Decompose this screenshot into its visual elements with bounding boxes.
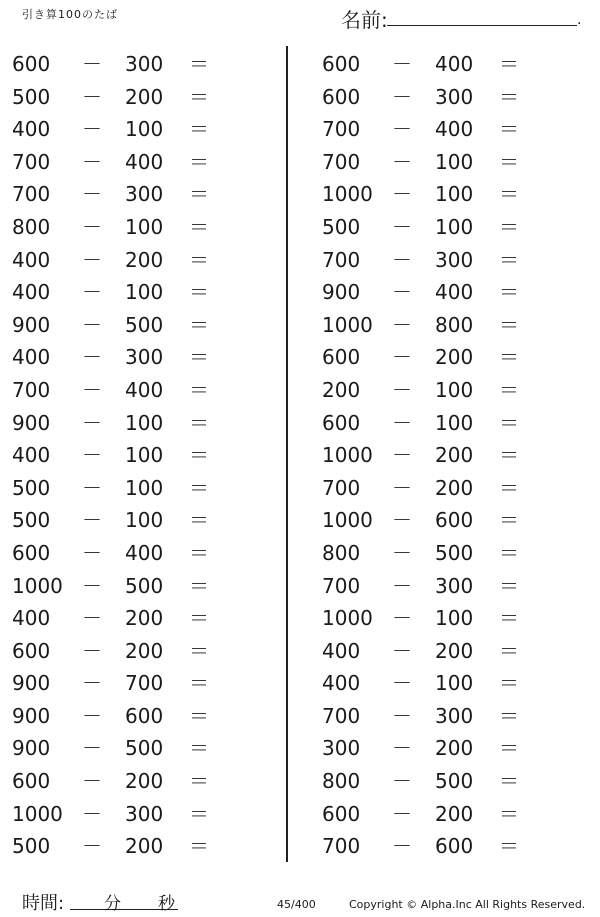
minus-sign: －: [392, 769, 412, 794]
subtrahend: 400: [435, 52, 474, 76]
equals-sign: ＝: [499, 508, 519, 533]
minuend: 500: [12, 84, 51, 109]
subtrahend: 100: [435, 671, 474, 696]
minuend: 800: [12, 214, 51, 239]
subtrahend: 100: [435, 377, 474, 402]
page-number: 45/400: [277, 898, 316, 911]
minuend: 700: [12, 149, 51, 174]
equals-sign: ＝: [189, 214, 209, 239]
equals-sign: ＝: [189, 247, 209, 272]
subtrahend: 200: [435, 736, 474, 761]
minuend: 600: [322, 52, 361, 76]
minus-sign: －: [392, 508, 412, 533]
seconds-label: 秒: [158, 894, 175, 914]
minuend: 1000: [322, 312, 373, 337]
minuend: 700: [322, 834, 361, 859]
equals-sign: ＝: [499, 671, 519, 696]
minutes-label: 分: [104, 894, 121, 914]
minus-sign: －: [82, 52, 102, 76]
minuend: 700: [322, 117, 361, 142]
minuend: 1000: [322, 606, 373, 631]
minus-sign: －: [392, 149, 412, 174]
subtrahend: 200: [435, 443, 474, 468]
subtrahend: 200: [435, 801, 474, 826]
equals-sign: ＝: [499, 182, 519, 207]
equals-sign: ＝: [189, 671, 209, 696]
subtrahend: 200: [435, 475, 474, 500]
subtrahend: 600: [125, 703, 164, 728]
minuend: 500: [12, 834, 51, 859]
minuend: 600: [322, 345, 361, 370]
minuend: 1000: [322, 508, 373, 533]
minus-sign: －: [392, 671, 412, 696]
minus-sign: －: [82, 410, 102, 435]
minuend: 700: [322, 247, 361, 272]
name-answer-line[interactable]: [387, 25, 577, 26]
minus-sign: －: [392, 638, 412, 663]
subtrahend: 100: [435, 410, 474, 435]
subtrahend: 400: [125, 149, 164, 174]
equals-sign: ＝: [189, 801, 209, 826]
minuend: 400: [322, 671, 361, 696]
minuend: 700: [12, 182, 51, 207]
minus-sign: －: [392, 117, 412, 142]
subtrahend: 100: [125, 214, 164, 239]
equals-sign: ＝: [189, 703, 209, 728]
minuend: 1000: [322, 443, 373, 468]
minus-sign: －: [82, 606, 102, 631]
minuend: 700: [12, 377, 51, 402]
minus-sign: －: [82, 117, 102, 142]
subtrahend: 100: [435, 214, 474, 239]
subtrahend: 200: [125, 84, 164, 109]
minuend: 900: [12, 312, 51, 337]
equals-sign: ＝: [499, 280, 519, 305]
minus-sign: －: [392, 52, 412, 76]
minuend: 400: [12, 247, 51, 272]
minus-sign: －: [392, 573, 412, 598]
subtrahend: 200: [125, 834, 164, 859]
minus-sign: －: [392, 801, 412, 826]
subtrahend: 500: [125, 736, 164, 761]
subtrahend: 100: [125, 117, 164, 142]
minus-sign: －: [392, 606, 412, 631]
minuend: 600: [322, 84, 361, 109]
equals-sign: ＝: [189, 638, 209, 663]
equals-sign: ＝: [189, 540, 209, 565]
minus-sign: －: [392, 443, 412, 468]
minus-sign: －: [82, 801, 102, 826]
equals-sign: ＝: [499, 540, 519, 565]
minus-sign: －: [82, 638, 102, 663]
subtrahend: 300: [435, 573, 474, 598]
minuend: 900: [12, 410, 51, 435]
equals-sign: ＝: [499, 834, 519, 859]
subtrahend: 600: [435, 508, 474, 533]
minus-sign: －: [392, 182, 412, 207]
equals-sign: ＝: [189, 312, 209, 337]
minus-sign: －: [392, 736, 412, 761]
subtrahend: 400: [435, 280, 474, 305]
subtrahend: 500: [125, 312, 164, 337]
minus-sign: －: [82, 280, 102, 305]
equals-sign: ＝: [499, 573, 519, 598]
subtrahend: 500: [435, 769, 474, 794]
minus-sign: －: [82, 214, 102, 239]
minuend: 400: [12, 280, 51, 305]
minus-sign: －: [392, 834, 412, 859]
subtrahend: 100: [435, 606, 474, 631]
subtrahend: 500: [435, 540, 474, 565]
subtrahend: 100: [125, 508, 164, 533]
minuend: 500: [12, 475, 51, 500]
minus-sign: －: [82, 671, 102, 696]
equals-sign: ＝: [189, 377, 209, 402]
minus-sign: －: [82, 345, 102, 370]
equals-sign: ＝: [499, 736, 519, 761]
worksheet-title: 引き算100のたば: [22, 8, 118, 21]
equals-sign: ＝: [189, 508, 209, 533]
equals-sign: ＝: [189, 443, 209, 468]
minus-sign: －: [392, 214, 412, 239]
minus-sign: －: [82, 508, 102, 533]
minuend: 600: [12, 540, 51, 565]
minuend: 400: [12, 443, 51, 468]
equals-sign: ＝: [189, 410, 209, 435]
minuend: 600: [12, 638, 51, 663]
equals-sign: ＝: [499, 84, 519, 109]
minus-sign: －: [82, 834, 102, 859]
equals-sign: ＝: [189, 606, 209, 631]
minuend: 900: [12, 736, 51, 761]
equals-sign: ＝: [189, 149, 209, 174]
equals-sign: ＝: [189, 52, 209, 76]
subtrahend: 500: [125, 573, 164, 598]
minuend: 400: [12, 117, 51, 142]
minuend: 200: [322, 377, 361, 402]
subtrahend: 800: [435, 312, 474, 337]
equals-sign: ＝: [499, 52, 519, 76]
equals-sign: ＝: [499, 345, 519, 370]
equals-sign: ＝: [189, 182, 209, 207]
subtrahend: 400: [125, 377, 164, 402]
subtrahend: 100: [125, 410, 164, 435]
subtrahend: 200: [125, 638, 164, 663]
minus-sign: －: [82, 149, 102, 174]
subtrahend: 300: [125, 182, 164, 207]
minuend: 500: [12, 508, 51, 533]
subtrahend: 300: [125, 52, 164, 76]
equals-sign: ＝: [499, 606, 519, 631]
equals-sign: ＝: [499, 312, 519, 337]
equals-sign: ＝: [499, 410, 519, 435]
minuend: 800: [322, 769, 361, 794]
subtrahend: 700: [125, 671, 164, 696]
minus-sign: －: [82, 182, 102, 207]
minus-sign: －: [82, 540, 102, 565]
minus-sign: －: [82, 573, 102, 598]
equals-sign: ＝: [189, 117, 209, 142]
subtrahend: 100: [125, 443, 164, 468]
minus-sign: －: [82, 377, 102, 402]
minuend: 300: [322, 736, 361, 761]
minuend: 700: [322, 149, 361, 174]
equals-sign: ＝: [189, 280, 209, 305]
minus-sign: －: [392, 475, 412, 500]
subtrahend: 600: [435, 834, 474, 859]
minus-sign: －: [392, 312, 412, 337]
minus-sign: －: [82, 443, 102, 468]
equals-sign: ＝: [499, 247, 519, 272]
name-label: 名前:: [341, 8, 388, 32]
minuend: 900: [12, 703, 51, 728]
minuend: 500: [322, 214, 361, 239]
minuend: 400: [12, 345, 51, 370]
equals-sign: ＝: [189, 834, 209, 859]
subtrahend: 200: [125, 606, 164, 631]
minus-sign: －: [82, 703, 102, 728]
minuend: 700: [322, 475, 361, 500]
subtrahend: 100: [435, 182, 474, 207]
equals-sign: ＝: [189, 769, 209, 794]
minuend: 1000: [12, 573, 63, 598]
minus-sign: －: [392, 540, 412, 565]
minuend: 700: [322, 703, 361, 728]
equals-sign: ＝: [499, 214, 519, 239]
subtrahend: 200: [435, 345, 474, 370]
subtrahend: 100: [125, 475, 164, 500]
equals-sign: ＝: [499, 443, 519, 468]
minuend: 600: [322, 801, 361, 826]
equals-sign: ＝: [499, 475, 519, 500]
subtrahend: 100: [125, 280, 164, 305]
minuend: 900: [12, 671, 51, 696]
minus-sign: －: [392, 247, 412, 272]
equals-sign: ＝: [189, 345, 209, 370]
minuend: 900: [322, 280, 361, 305]
minus-sign: －: [82, 769, 102, 794]
minuend: 600: [12, 769, 51, 794]
minuend: 600: [12, 52, 51, 76]
minus-sign: －: [392, 280, 412, 305]
subtrahend: 100: [435, 149, 474, 174]
subtrahend: 300: [435, 247, 474, 272]
minuend: 1000: [322, 182, 373, 207]
equals-sign: ＝: [499, 377, 519, 402]
equals-sign: ＝: [499, 703, 519, 728]
copyright-notice: Copyright © Alpha.Inc All Rights Reserved.: [349, 898, 586, 911]
subtrahend: 400: [435, 117, 474, 142]
equals-sign: ＝: [189, 475, 209, 500]
minus-sign: －: [82, 247, 102, 272]
minus-sign: －: [392, 410, 412, 435]
subtrahend: 300: [435, 703, 474, 728]
minus-sign: －: [392, 345, 412, 370]
subtrahend: 200: [125, 769, 164, 794]
minuend: 700: [322, 573, 361, 598]
minus-sign: －: [392, 703, 412, 728]
equals-sign: ＝: [499, 801, 519, 826]
minus-sign: －: [82, 84, 102, 109]
minuend: 1000: [12, 801, 63, 826]
equals-sign: ＝: [189, 573, 209, 598]
subtrahend: 200: [125, 247, 164, 272]
equals-sign: ＝: [189, 736, 209, 761]
minuend: 400: [12, 606, 51, 631]
minus-sign: －: [82, 736, 102, 761]
minuend: 800: [322, 540, 361, 565]
equals-sign: ＝: [499, 149, 519, 174]
equals-sign: ＝: [189, 84, 209, 109]
name-line-dot: .: [577, 12, 582, 28]
minuend: 400: [322, 638, 361, 663]
subtrahend: 300: [435, 84, 474, 109]
time-label: 時間:: [22, 893, 65, 914]
subtrahend: 300: [125, 345, 164, 370]
minus-sign: －: [82, 312, 102, 337]
minus-sign: －: [392, 84, 412, 109]
column-divider: [286, 46, 288, 862]
subtrahend: 400: [125, 540, 164, 565]
subtrahend: 300: [125, 801, 164, 826]
minuend: 600: [322, 410, 361, 435]
equals-sign: ＝: [499, 117, 519, 142]
equals-sign: ＝: [499, 769, 519, 794]
equals-sign: ＝: [499, 638, 519, 663]
subtrahend: 200: [435, 638, 474, 663]
minus-sign: －: [82, 475, 102, 500]
minus-sign: －: [392, 377, 412, 402]
